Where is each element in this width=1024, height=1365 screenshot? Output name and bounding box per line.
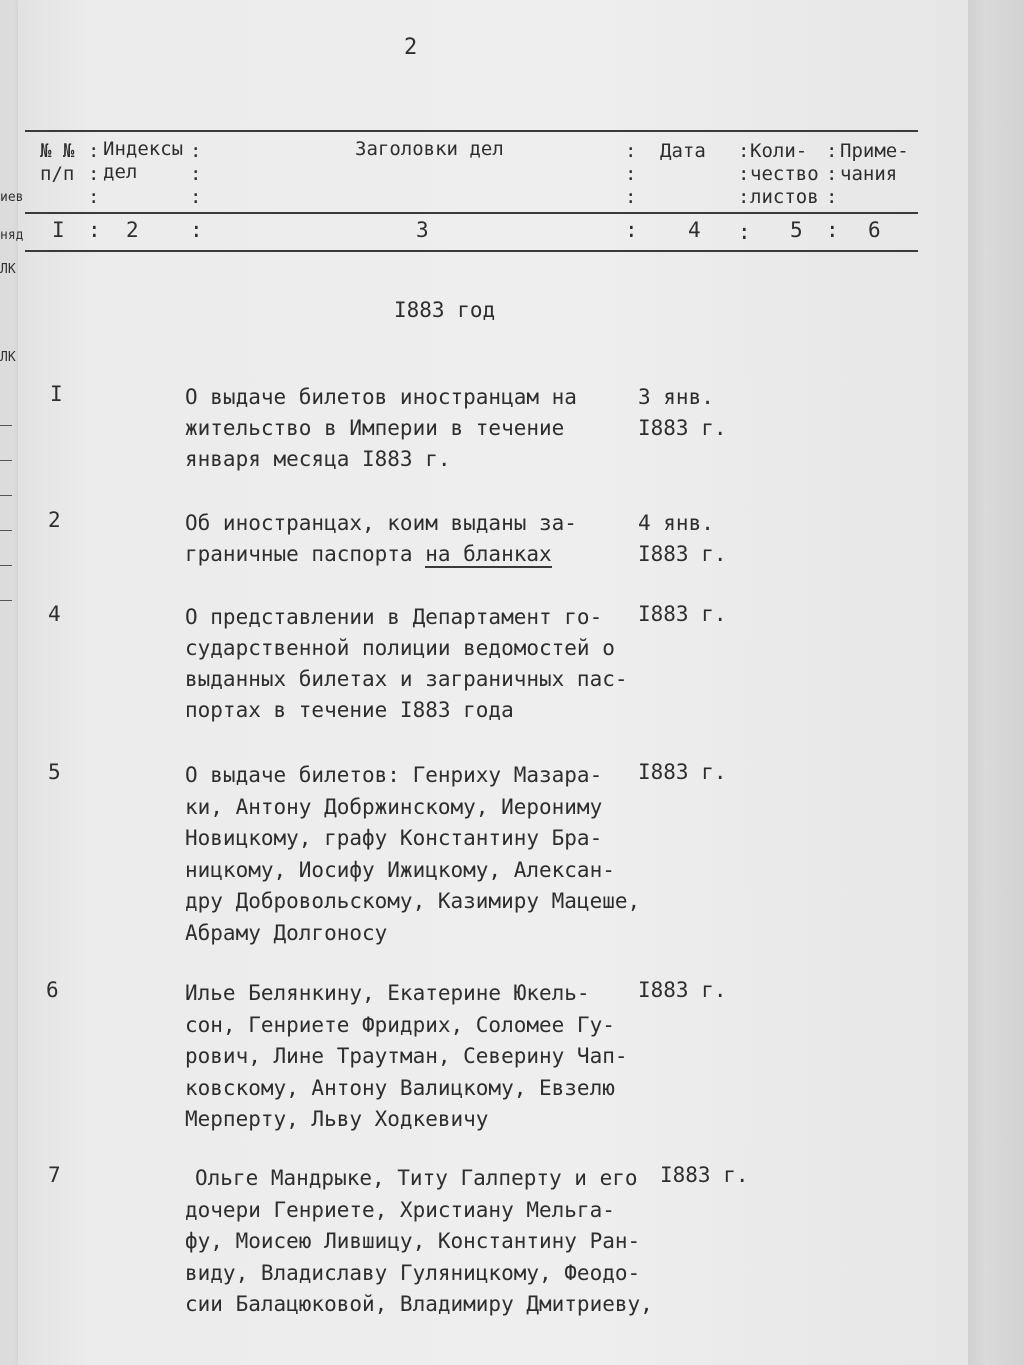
margin-fragment: ЛК — [0, 350, 16, 365]
row-number: 6 — [46, 978, 59, 1002]
title-line: рович, Лине Траутман, Северину Чап- — [185, 1044, 628, 1068]
separator: : : : — [88, 140, 100, 208]
title-line: О выдаче билетов: Генриху Мазара- — [185, 763, 603, 787]
separator: : — [738, 220, 751, 244]
margin-line — [0, 460, 12, 461]
underlined-text: на бланках — [425, 542, 552, 566]
title-line: сударственной полиции ведомостей о — [185, 636, 615, 660]
title-line: сон, Генриете Фридрих, Соломее Гу- — [185, 1012, 615, 1037]
header-col-notes: Приме- чания — [840, 140, 909, 185]
row-date — [638, 382, 727, 444]
page-number: 2 — [404, 35, 418, 60]
row-number: 4 — [48, 602, 61, 626]
row-title — [185, 760, 640, 949]
separator: : : : — [738, 140, 750, 208]
row-title — [185, 602, 628, 726]
title-line: ковскому, Антону Валицкому, Евзелю — [185, 1075, 615, 1100]
header-col-index: Индексы дел — [103, 138, 184, 183]
column-number-1: I — [52, 218, 65, 242]
margin-line — [0, 530, 12, 531]
margin-fragment: иев — [0, 190, 24, 205]
margin-fragment: няд — [0, 228, 24, 243]
row-title — [185, 508, 577, 570]
title-line: Об иностранцах, коим выданы за- — [185, 511, 577, 535]
date-line: I883 г. — [638, 542, 727, 566]
separator: : — [826, 218, 839, 242]
separator: : : : — [625, 140, 637, 208]
separator: : — [88, 218, 101, 242]
title-line: виду, Владиславу Гуляницкому, Феодо- — [185, 1260, 641, 1285]
title-line: О представлении в Департамент го- — [185, 605, 603, 629]
column-number-4: 4 — [688, 218, 701, 242]
row-title-continued — [185, 1195, 653, 1321]
margin-line — [0, 495, 12, 496]
row-title — [185, 382, 577, 475]
row-date: I883 г. — [638, 602, 727, 626]
row-number: 2 — [48, 508, 61, 532]
margin-fragment: ЛК — [0, 262, 16, 277]
margin-line — [0, 425, 12, 426]
separator: : — [190, 218, 203, 242]
title-line: января месяца I883 г. — [185, 447, 451, 471]
margin-line — [0, 600, 12, 601]
title-line: жительство в Империи в течение — [185, 416, 565, 440]
margin-line — [0, 565, 12, 566]
title-line: Илье Белянкину, Екатерине Юкель- — [185, 981, 590, 1005]
row-title — [195, 1163, 638, 1195]
header-bottom-rule — [25, 212, 918, 214]
title-line: Мерперту, Льву Ходкевичу — [185, 1107, 489, 1131]
header-col-number: № № п/п — [40, 140, 75, 185]
header-col-date: Дата — [660, 140, 706, 162]
title-line: сии Балацюковой, Владимиру Дмитриеву, — [185, 1292, 653, 1316]
title-line: Новицкому, графу Константину Бра- — [185, 826, 603, 850]
title-line: фу, Моисею Лившицу, Константину Ран- — [185, 1229, 641, 1253]
row-date: I883 г. — [638, 760, 727, 784]
title-line: портах в течение I883 года — [185, 698, 514, 722]
title-line: выданных билетах и заграничных пас- — [185, 667, 628, 691]
column-number-5: 5 — [790, 218, 803, 242]
date-line: 4 янв. — [638, 511, 714, 535]
title-line: ки, Антону Добржинскому, Иерониму — [185, 794, 603, 819]
header-col-sheets: Коли- чество листов — [750, 140, 819, 208]
column-number-6: 6 — [868, 218, 881, 242]
title-line: дру Добровольскому, Казимиру Мацеше, — [185, 889, 641, 913]
column-number-2: 2 — [126, 218, 139, 242]
row-number: 7 — [48, 1163, 61, 1187]
row-title — [185, 978, 628, 1136]
separator: : : : — [190, 140, 202, 208]
separator: : : : — [826, 140, 838, 208]
table-header-end-rule — [25, 250, 918, 252]
row-date: I883 г. — [638, 978, 727, 1002]
title-line: Ольге Мандрыке, Титу Галперту и его — [195, 1166, 638, 1190]
separator: : — [625, 218, 638, 242]
title-line: Абраму Долгоносу — [185, 920, 388, 945]
table-top-rule — [25, 130, 918, 132]
column-number-3: 3 — [416, 218, 429, 242]
title-line: ницкому, Иосифу Ижицкому, Алексан- — [185, 857, 615, 882]
date-line: 3 янв. — [638, 385, 714, 409]
title-line: О выдаче билетов иностранцам на — [185, 385, 577, 409]
row-date: I883 г. — [660, 1163, 749, 1187]
row-date — [638, 508, 727, 570]
next-page-edge — [968, 0, 1024, 1365]
date-line: I883 г. — [638, 416, 727, 440]
title-line: дочери Генриете, Христиану Мельга- — [185, 1197, 615, 1222]
row-number: 5 — [48, 760, 61, 784]
year-heading: I883 год — [394, 298, 496, 322]
title-line: граничные паспорта — [185, 542, 426, 566]
header-col-titles: Заголовки дел — [355, 138, 504, 160]
row-number: I — [50, 382, 63, 406]
